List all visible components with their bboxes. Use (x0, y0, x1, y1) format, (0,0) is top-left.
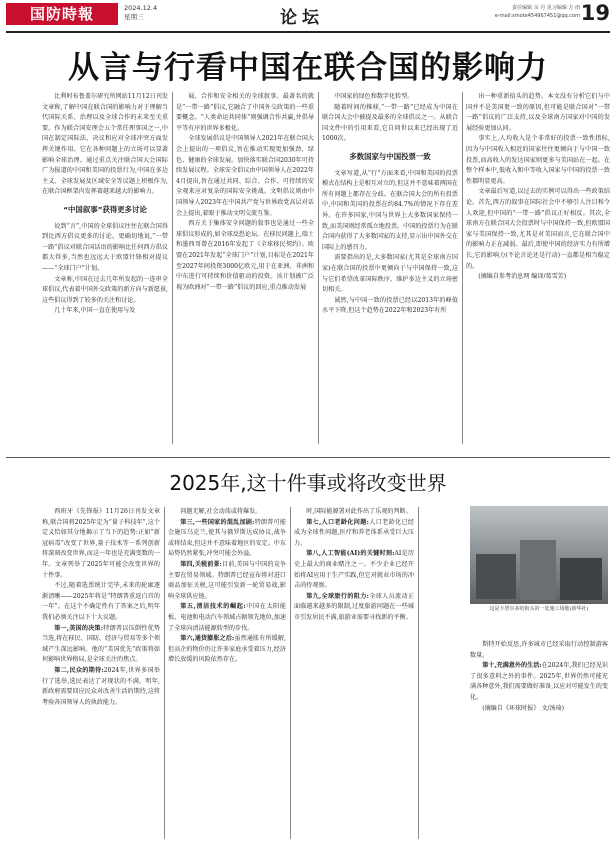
news-photo (470, 506, 608, 604)
item-label: 第四,关税前景: (180, 560, 222, 568)
article1-col-4 (466, 92, 610, 444)
item-label: 第七,人口老龄化问题: (306, 518, 369, 526)
paragraph: 说到“言”,中国的全球倡议往往在联合国得到比西方倡议更多的讨论。更确切地说,“一带一路”倡议对联合国话语的影响比任何西方倡议都大得多,当然也远远大于欧盟针锋相对提议——“全球门户”计划。 (42, 222, 168, 272)
article2-col-2 (168, 507, 286, 839)
item-text: 虽然通胀有所缓解,但高企的物价仍让许多家庭承受着压力,经济增长放缓的风险依然存在。 (168, 635, 286, 664)
item-label: 第三,一些国家的混乱加剧: (180, 518, 255, 526)
paragraph: 诚然,与中国一致的投票已经以2013年的峰值水平下降,但这个趋势在2022年和2023年有所 (322, 296, 458, 315)
item-label: 第九,全球旅行的阻力: (306, 592, 369, 600)
building-shape (476, 554, 516, 599)
item-label: 第一,美国的决策: (54, 624, 104, 632)
article1-col-2 (176, 92, 314, 444)
item-label: 第五,清洁技术的崛起: (180, 603, 246, 611)
paragraph: 不过,随着选票统计完毕,未来的轮廓逐渐清晰——2025年将是“特朗普重返白宫的一年”。在这个不确定性有了答案之后,明年我们必须关注以下十大议题。 (42, 582, 160, 621)
paragraph: 文章最后写道,以过去的实例可以得出一些政策结论。首先,西方的叙事在国际社会中不够引人注目和令人欢迎,但中国的“一带一路”倡议正好相反。其次,全球南方在联合国大会投票时与中国保持一致,但欧盟国家与美国保持一致,尤其是对美国而言,它在联合国中的影响力正在减弱。最后,即使中国的经济实力有所增长,它的影响力(不论言论还是行动)一直都是相当稳定的。 (466, 188, 610, 270)
masthead (0, 0, 616, 32)
item-text: 特朗普以压倒性优势当选,将在移民、国防、经济与贸易等多个领域产生深远影响。他的“美国优先”政策将如何影响世界格局,是全球关注的焦点。 (42, 624, 160, 664)
list-item (294, 518, 414, 550)
paragraph: 需要指出的是,大多数国家(尤其是全球南方国家)在联合国的投票中更倾向于与中国保持一致,这与它们希望改革国际秩序、维护多边主义的立场密切相关。 (322, 254, 458, 294)
paragraph: 中国家的绿色和数字化转型。 (334, 93, 414, 100)
article2-col-3 (294, 507, 414, 839)
article1-headline: 从言与行看中国在联合国的影响力 (68, 50, 548, 86)
paragraph: 斯特开始反思,许多城市已经采取行动控制游客数量。 (470, 641, 608, 659)
paragraph: 随着时间的推移,“一带一路”已经成为中国在联合国大会中被提及最多的全球倡议之一。从联合国文件中的引用来看,它自问世以来已经出现了近1000次。 (322, 103, 458, 143)
article2-col-1 (42, 507, 160, 839)
column-divider (418, 507, 419, 839)
item-text: 2024年,世界多国举行了选举,选民表达了对现状的不满。明年,新政府需要回应民众对改善生活的期待,这将考验各国领导人的执政能力。 (42, 666, 160, 706)
article1-body (42, 92, 612, 444)
item-text: 目前,美国与中国的竞争主要在贸易领域。特朗普已经宣布将对进口商品加征关税,这可能引发新一轮贸易战,影响全球供应链。 (168, 560, 286, 600)
article2-headline: 2025年,这十件事或将改变世界 (169, 471, 447, 495)
item-label: 第二,民众的期待: (54, 666, 104, 674)
paragraph: 西班牙《先锋报》11月26日刊发文章称,联合国将2025年定为“量子科技年”,这个定义恰如其分地揭示了当下的趋势:正如“新冠病毒”改变了世界,量子技术等一系列创新将深刻改变世界,而这一年也是充满变数的一年。文章列举了2025年可能会改变世界的十件事。 (42, 508, 160, 579)
issue-date (124, 4, 157, 22)
page-number: 19 (580, 1, 610, 25)
list-item (294, 549, 414, 591)
item-label: 第十,充满意外的生活: (482, 662, 542, 670)
paragraph: 全球发展倡议是中国领导人2021年在联合国大会上提出的一项倡议,旨在推动实现更加强劲、绿色、健康的全球发展。加快落实联合国2030年可持续发展议程。全球安全倡议由中国领导人在2022年4月提出,旨在通过共同、综合、合作、可持续的安全观来应对复杂的国际安全挑战。文明倡议则由中国领导人2023年在中国共产党与世界政党高层对话会上提出,着眼于推动文明交流互鉴。 (176, 135, 314, 217)
article1-col-3 (322, 92, 458, 444)
item-text: AI是历史上最大的商业赌注之一。不少企业已经开始将AI应用于生产实践,但它对就业市场的冲击尚待观察。 (294, 550, 414, 590)
section-rule (6, 457, 610, 458)
date-text: 2024.12.4 (124, 4, 158, 12)
article1-col-1 (42, 92, 168, 444)
list-item (168, 518, 286, 560)
paragraph: 西方关于集体安全问题的叙事也是通过一些全球倡议形成的,如全球反恐论坛。在移民问题上,瑞士和墨西哥曾在2016年发起了《全球移民契约》。欧盟在2021年发起“全球门户”计划,目标是在2021年至2027年间投资3000亿欧元,用于在亚洲、非洲和中东进行可持续和价值驱动的投资。该计划被广泛视为欧洲对“一带一路”倡议的回应,重点推动发展 (176, 220, 314, 291)
item-text: 中国在太阳能板、电池和电动汽车领域占据领先地位,加速了全球向清洁能源转型的步伐。 (168, 603, 286, 632)
paragraph: 文章称,中国在过去几年所发起的一连串全球倡议,代表着中国外交政策的新方向与新愿景,这些倡议得到了较多的关注和讨论。 (42, 275, 168, 304)
paragraph: 比利时布鲁盖尔研究所网站11月12日刊发文章称,了解中国在联合国的影响力对于理解当代国际关系、治理以及全球合作的未来至关重要。作为联合国安理会五个常任理事国之一,中国在制定国际法、决议和应对全球冲突方面发挥关键作用。它在各种问题上的立场可以显著影响全球治理。通过重点关注联合国大会国际广为报道的中国和美国的投票行为,中国在多边主义、全球发展及区域安全等议题上积极作为,在联合国框架内发挥着越来越大的影响力。 (42, 93, 168, 196)
paragraph: 文章写道,从“行”方面来看,中国和美国的投票模式在结构上是相互对立的,但这并不意味着两国在所有问题上都存在分歧。在联合国大会的所有投票中,中国和美国的投票在约84.7%的情况下存在差异。在许多国家,中国与世界上大多数国家保持一致,而美国则经常孤立地投票。中国的投票行为在联合国内获得了大多数国家的支持,显示出中国外交在国际上的感召力。 (322, 169, 458, 251)
email-text: e-mail:smote454967451@qq.com (494, 13, 580, 19)
list-item (168, 602, 286, 634)
editor-info (420, 4, 580, 20)
building-shape (560, 558, 602, 600)
newspaper-logo: 国防時報 (6, 3, 118, 25)
weekday-text: 星期三 (124, 13, 144, 21)
list-item (470, 661, 608, 703)
paragraph: 问题无解,社会动荡或将爆发。 (180, 508, 262, 515)
subheading: “中国叙事”获得更多讨论 (63, 204, 147, 214)
column-divider (164, 507, 165, 839)
building-shape (520, 540, 556, 600)
column-divider (462, 92, 463, 444)
column-divider (290, 507, 291, 839)
list-item (42, 666, 160, 708)
paragraph: 几十年来,中国一直在使用与发 (54, 307, 136, 315)
section-title: 论坛 (280, 8, 324, 28)
item-text: 人口老龄化已经成为全球性问题,医疗和养老体系承受巨大压力。 (294, 518, 414, 547)
credit-line: (摘编自《环球时报》 文/汤琦) (482, 704, 565, 712)
list-item (42, 624, 160, 666)
paragraph: 展、合作和安全相关的全球叙事。最著名的就是“一带一路”倡议,它融合了中国外交政策的一些重要概念。“人类命运共同体”则强调合作共赢,并倡导平等有序的世界多极化。 (176, 93, 314, 132)
item-label: 第八,人工智能(AI)的关键时刻: (306, 550, 395, 558)
column-divider (172, 92, 173, 444)
paragraph: (摘编自参考消息网 编译/葛雪芳) (478, 273, 567, 281)
photo-caption: 这是卡塔尔多哈街头的一处施工场地(新华社) (489, 606, 589, 612)
list-item (294, 592, 414, 624)
subheading: 多数国家与中国投票一致 (349, 151, 431, 161)
item-label: 第六,通货膨胀之后: (180, 635, 235, 643)
paragraph: 事实上,人均收入是个非常好的投票一致性指标,因为与中国收入相近的国家往往更倾向于与中国一致投票,而高收入的发达国家则更多与美国站在一起。在整个样本中,低收入和中等收入国家与中国的投票一致性都明显更高。 (466, 135, 610, 185)
column-divider (318, 92, 319, 444)
item-text: 在2024年,我们已经见识了很多意料之外的事件。2025年,世界仍然可能充满各种意外,我们需要做好准备,以应对可能发生的变化。 (470, 662, 608, 701)
list-item (168, 560, 286, 602)
header-rule (6, 31, 610, 33)
editors-text: 责任编辑 余 丹 见习编辑 方 雨 (512, 5, 580, 11)
paragraph: 出一种重新拾头的趋势。本文没有分析它们与中国并不是美国更一致的原因,但可能是联合国对“一带一路”倡议的广泛支持,以及全球南方国家对中国的发展经验更加认同。 (466, 93, 610, 132)
list-item (168, 634, 286, 666)
paragraph: 时,国际能源署对此作出了乐观的判断。 (306, 508, 412, 515)
article2-col-4 (470, 640, 608, 839)
item-text: 全球人员流动正面临越来越多的限制,过度旅游问题在一些城市引发居民不满,旅游业需要寻找新的平衡。 (294, 592, 414, 621)
item-text: 特朗普可能会施压乌克兰,使其与俄罗斯达成协议,战争或将结束,但这并不意味着地区的安定。中东局势仍然紧张,冲突可能会外溢。 (168, 518, 286, 558)
